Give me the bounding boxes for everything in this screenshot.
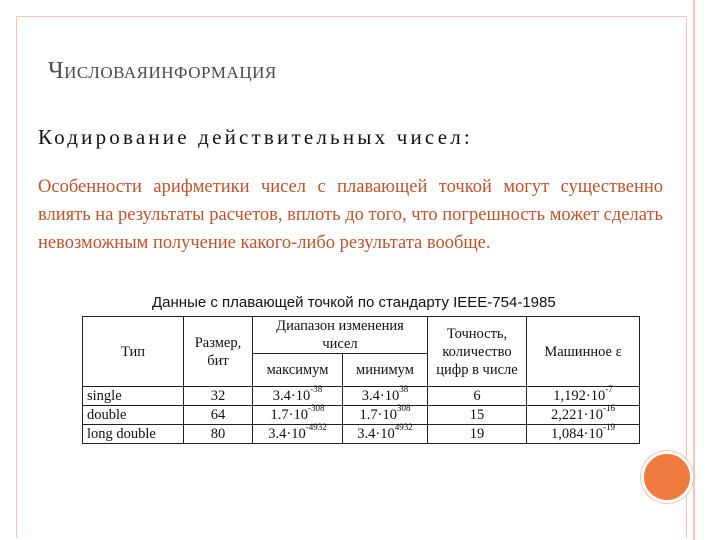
header-precision: Точность, количество цифр в числе xyxy=(428,317,527,387)
cell-precision: 19 xyxy=(428,425,527,444)
header-size: Размер, бит xyxy=(184,317,253,387)
slide-body-text: Особенности арифметики чисел с плавающей точкой могут существенно влиять на результаты расчетов, вплоть до того, что погрешность может сделать невозможным получение какого-либо результата вообще. xyxy=(38,177,663,253)
cell-epsilon: $1,192\cdot 10^{-7}$ xyxy=(527,387,640,406)
table-header-row-1 xyxy=(83,317,640,354)
header-type: Тип xyxy=(83,317,184,387)
cell-max: $3.4\cdot 10^{-38}$ xyxy=(253,387,343,406)
table-row xyxy=(83,406,640,425)
header-max: максимум xyxy=(253,354,343,387)
cell-precision: 15 xyxy=(428,406,527,425)
slide-title xyxy=(48,58,277,85)
title-word-2: ИНФОРМАЦИЯ xyxy=(148,63,277,82)
table-row xyxy=(83,387,640,406)
title-word-1: ИСЛОВАЯ xyxy=(64,63,149,82)
cell-max: $3.4\cdot 10^{-4932}$ xyxy=(253,425,343,444)
ieee-754-table xyxy=(82,316,640,444)
cell-type: double xyxy=(83,406,184,425)
cell-min: $1.7\cdot 10^{308}$ xyxy=(342,406,427,425)
cell-size: 64 xyxy=(184,406,253,425)
cell-min: $3.4\cdot 10^{4932}$ xyxy=(342,425,427,444)
decorative-circle xyxy=(641,451,693,503)
cell-epsilon: $1,084\cdot 10^{-19}$ xyxy=(527,425,640,444)
header-range: Диапазон изменения чисел xyxy=(253,317,428,354)
slide-subtitle: Кодирование действительных чисел: xyxy=(38,125,473,149)
cell-size: 80 xyxy=(184,425,253,444)
header-epsilon: Машинное ε xyxy=(527,317,640,387)
header-min: минимум xyxy=(342,354,427,387)
cell-size: 32 xyxy=(184,387,253,406)
slide-frame xyxy=(16,16,687,538)
cell-epsilon: $2,221\cdot 10^{-16}$ xyxy=(527,406,640,425)
cell-min: $3.4\cdot 10^{38}$ xyxy=(342,387,427,406)
slide-frame-right-line xyxy=(693,0,695,540)
title-first-letter: Ч xyxy=(48,58,65,84)
cell-max: $1.7\cdot 10^{-308}$ xyxy=(253,406,343,425)
table-row xyxy=(83,425,640,444)
cell-precision: 6 xyxy=(428,387,527,406)
table-caption: Данные с плавающей точкой по стандарту IEEE-754-1985 xyxy=(152,294,556,311)
cell-type: long double xyxy=(83,425,184,444)
cell-type: single xyxy=(83,387,184,406)
